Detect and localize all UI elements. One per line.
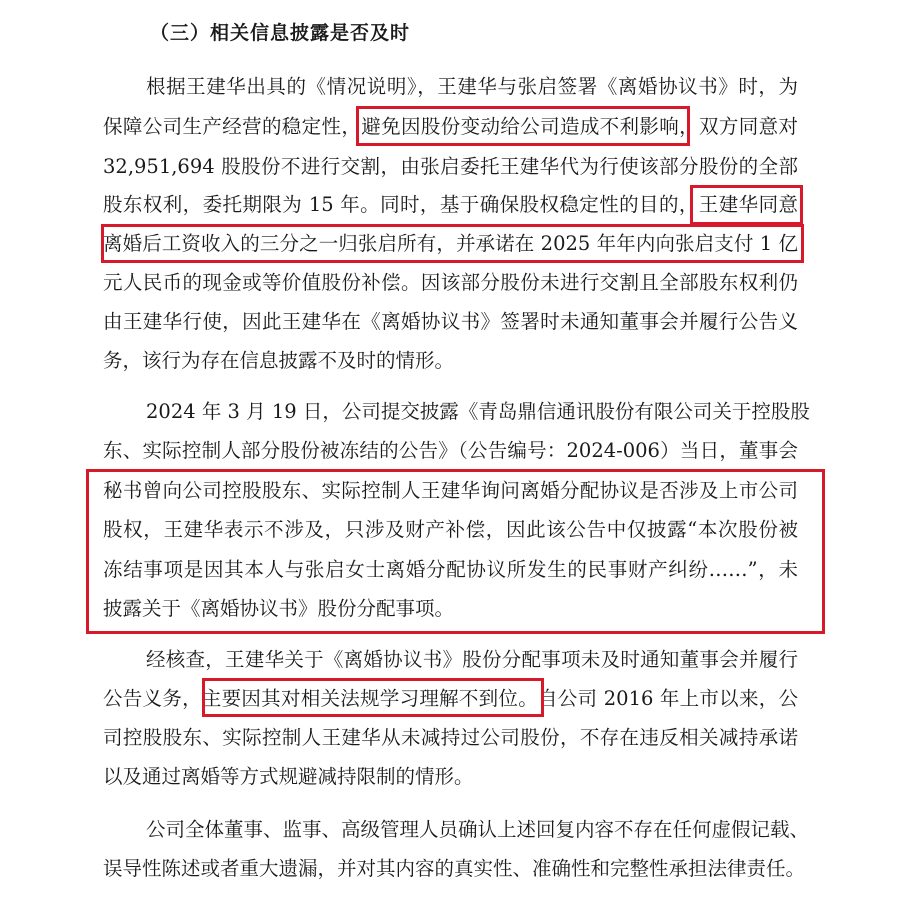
paragraph-1-line-6: 元人民币的现金或等价值股份补偿。因该部分股份未进行交割且全部股东权利仍	[103, 271, 798, 294]
paragraph-1-line-2: 保障公司生产经营的稳定性，避免因股份变动给公司造成不利影响，双方同意对	[103, 115, 798, 138]
paragraph-2-line-2: 东、实际控制人部分股份被冻结的公告》（公告编号：2024-006）当日，董事会	[103, 439, 798, 462]
paragraph-1-line-3: 32,951,694 股股份不进行交割，由张启委托王建华代为行使该部分股份的全部	[103, 155, 798, 178]
paragraph-2-line-6: 披露关于《离婚协议书》股份分配事项。	[103, 597, 455, 620]
paragraph-1-line-5: 离婚后工资收入的三分之一归张启所有，并承诺在 2025 年年内向张启支付 1 亿	[103, 232, 798, 255]
paragraph-2-line-5: 冻结事项是因其本人与张启女士离婚分配协议所发生的民事财产纠纷……”，未	[103, 558, 798, 581]
paragraph-4-line-2: 误导性陈述或者重大遗漏，并对其内容的真实性、准确性和完整性承担法律责任。	[103, 857, 806, 880]
section-heading: （三）相关信息披露是否及时	[150, 22, 411, 44]
paragraph-2-line-4: 股权，王建华表示不涉及，只涉及财产补偿，因此该公告中仅披露“本次股份被	[103, 518, 798, 541]
paragraph-1-line-8: 务，该行为存在信息披露不及时的情形。	[103, 349, 455, 372]
paragraph-1-line-1: 根据王建华出具的《情况说明》，王建华与张启签署《离婚协议书》时，为	[146, 75, 798, 98]
paragraph-3-line-4: 以及通过离婚等方式规避减持限制的情形。	[103, 765, 474, 788]
paragraph-4-line-1: 公司全体董事、监事、高级管理人员确认上述回复内容不存在任何虚假记载、	[146, 818, 810, 841]
paragraph-3-line-3: 司控股股东、实际控制人王建华从未减持过公司股份，不存在违反相关减持承诺	[103, 726, 798, 749]
paragraph-3-line-1: 经核查，王建华关于《离婚协议书》股份分配事项未及时通知董事会并履行	[146, 648, 798, 671]
paragraph-1-line-4: 股东权利，委托期限为 15 年。同时，基于确保股权稳定性的目的，王建华同意	[103, 193, 798, 216]
paragraph-2-line-1: 2024 年 3 月 19 日，公司提交披露《青岛鼎信通讯股份有限公司关于控股股	[146, 400, 810, 423]
paragraph-1-line-7: 由王建华行使，因此王建华在《离婚协议书》签署时未通知董事会并履行公告义	[103, 310, 798, 333]
paragraph-2-line-3: 秘书曾向公司控股股东、实际控制人王建华询问离婚分配协议是否涉及上市公司	[103, 479, 798, 502]
paragraph-3-line-2: 公告义务，主要因其对相关法规学习理解不到位。自公司 2016 年上市以来，公	[103, 687, 798, 710]
